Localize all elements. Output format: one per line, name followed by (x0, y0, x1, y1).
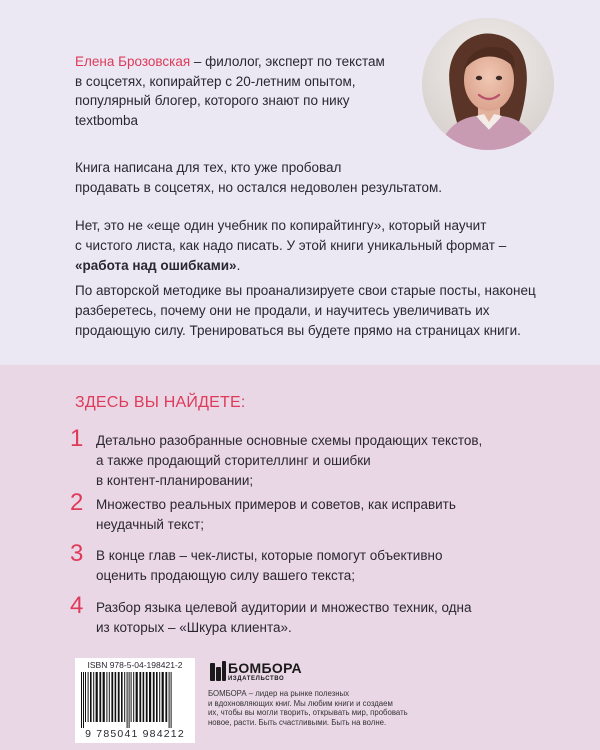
barcode-bar (162, 672, 164, 722)
feature-line: а также продающий сторителлинг и ошибки (96, 453, 371, 468)
p1-line-2: продавать в соцсетях, но остался недоволен результатом. (75, 180, 443, 195)
pub-line: новое, расти. Быть счастливыми. Быть на волне. (208, 718, 387, 728)
feature-text (96, 495, 516, 535)
barcode-bar (81, 672, 82, 728)
feature-number: 1 (70, 425, 84, 452)
publisher-description (208, 689, 428, 728)
barcode-digits: 9 785041 984212 (85, 728, 185, 740)
features-heading: ЗДЕСЬ ВЫ НАЙДЕТЕ: (75, 394, 246, 411)
barcode-bar (90, 672, 92, 722)
author-bio (75, 52, 420, 130)
barcode (75, 658, 195, 743)
barcode-bar (127, 672, 128, 728)
barcode-bar (153, 672, 155, 722)
pub-line: их, чтобы вы могли творить, открывать мир, пробовать (208, 708, 408, 718)
author-photo (422, 18, 554, 150)
p2-bold: «работа над ошибками» (75, 258, 237, 273)
bio-line-1-rest: – филолог, эксперт по текстам (190, 54, 385, 69)
feature-line: Детально разобранные основные схемы продающих текстов, (96, 433, 483, 448)
barcode-bars-icon (79, 672, 191, 728)
feature-text (96, 431, 516, 491)
barcode-bar (169, 672, 170, 728)
feature-line: оценить продающую силу вашего текста; (96, 568, 356, 583)
intro-paragraph-3 (75, 281, 555, 341)
pub-line: БОМБОРА – лидер на рынке полезных (208, 689, 350, 698)
p2-line-2: с чистого листа, как надо писать. У этой книги уникальный формат – (75, 238, 507, 253)
feature-number: 3 (70, 540, 84, 567)
barcode-bar (118, 672, 120, 722)
publisher-sub: ИЗДАТЕЛЬСТВО (228, 676, 285, 682)
barcode-bar (149, 672, 151, 722)
feature-text (96, 546, 516, 586)
barcode-bar (115, 672, 117, 722)
barcode-bar (129, 672, 130, 728)
feature-line: Разбор языка целевой аудитории и множество техник, одна (96, 600, 472, 615)
feature-line: Множество реальных примеров и советов, как исправить (96, 497, 456, 512)
barcode-bar (124, 672, 125, 722)
barcode-bar (136, 672, 138, 722)
barcode-bar (99, 672, 101, 722)
barcode-bar (143, 672, 145, 722)
barcode-bar (96, 672, 98, 722)
intro-paragraph-2 (75, 216, 555, 276)
bio-line-4: textbomba (75, 112, 139, 128)
barcode-bar (156, 672, 158, 722)
feature-number: 2 (70, 489, 84, 516)
bio-line-3: популярный блогер, которого знают по нику (75, 93, 350, 108)
p1-line-1: Книга написана для тех, кто уже пробовал (75, 160, 342, 175)
barcode-bar (131, 672, 132, 722)
barcode-bar (139, 672, 141, 722)
feature-text (96, 598, 516, 638)
publisher-name: БОМБОРА (228, 660, 302, 676)
barcode-bar (109, 672, 110, 722)
author-name: Елена Брозовская (75, 54, 191, 69)
feature-line: из которых – «Шкура клиента». (96, 620, 292, 635)
pub-line: и вдохновляющих книг. Мы любим книги и создаем (208, 698, 393, 708)
bio-line-2: в соцсетях, копирайтер с 20-летним опытом, (75, 73, 356, 89)
author-portrait-icon (422, 18, 554, 150)
bio-line-1 (75, 52, 420, 72)
barcode-bar (159, 672, 160, 722)
barcode-bar (146, 672, 148, 722)
barcode-bar (88, 672, 89, 722)
barcode-bar (133, 672, 134, 722)
p3-line-3: продающую силу. Тренироваться вы будете прямо на страницах книги. (75, 323, 521, 338)
intro-paragraph-1 (75, 158, 555, 198)
p3-line-1: По авторской методике вы проанализируете свои старые посты, наконец (75, 283, 536, 298)
p2-line-1: Нет, это не «еще один учебник по копирайтингу», который научит (75, 218, 487, 233)
p2-end: . (236, 258, 241, 273)
barcode-bar (111, 672, 113, 722)
feature-number: 4 (70, 592, 84, 619)
feature-line: неудачный текст; (96, 517, 204, 532)
p3-line-2: разберетесь, почему они не продали, и научитесь увеличивать их (75, 303, 490, 318)
barcode-bar (171, 672, 172, 728)
barcode-bar (85, 672, 86, 722)
barcode-bar (106, 672, 107, 722)
barcode-bar (103, 672, 105, 722)
isbn-text: ISBN 978-5-04-198421-2 (87, 660, 183, 670)
barcode-bar (93, 672, 94, 722)
feature-line: в контент-планировании; (96, 473, 254, 488)
feature-line: В конце глав – чек-листы, которые помогут объективно (96, 548, 443, 563)
barcode-bar (165, 672, 167, 722)
barcode-bar (83, 672, 84, 728)
barcode-bar (121, 672, 123, 722)
